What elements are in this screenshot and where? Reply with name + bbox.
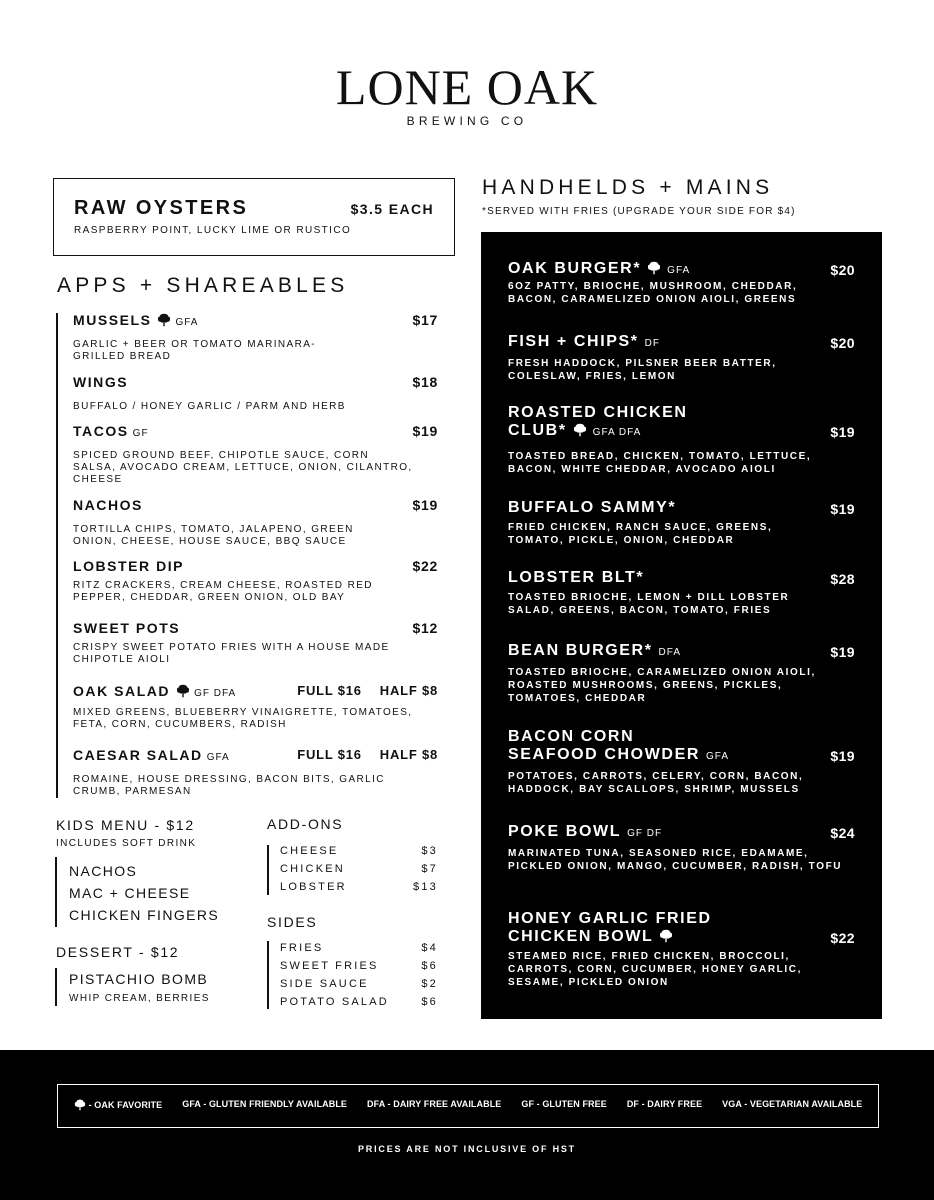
item-name: LOBSTER BLT* <box>508 569 645 586</box>
item-description: ROMAINE, HOUSE DRESSING, BACON BITS, GARLIC CRUMB, PARMESAN <box>73 774 385 797</box>
legend-box <box>57 1084 879 1128</box>
oysters-description: RASPBERRY POINT, LUCKY LIME OR RUSTICO <box>74 225 352 236</box>
oak-favorite-icon <box>157 313 171 327</box>
item-name: FISH + CHIPS* <box>508 333 639 350</box>
item-description: TOASTED BRIOCHE, LEMON + DILL LOBSTER SALAD, GREENS, BACON, TOMATO, FRIES <box>508 592 790 616</box>
oak-favorite-icon <box>573 423 587 437</box>
main-item-oak-burger <box>508 260 855 306</box>
menu-item-nachos <box>73 497 438 548</box>
item-tag: DF <box>644 338 660 349</box>
side-name: FRIES <box>280 942 324 954</box>
item-name: BUFFALO SAMMY* <box>508 499 677 516</box>
menu-item-sweet-pots <box>73 620 438 666</box>
dessert-description: WHIP CREAM, BERRIES <box>69 993 210 1004</box>
side-sweet-fries <box>280 960 438 972</box>
item-description: FRIED CHICKEN, RANCH SAUCE, GREENS, TOMATO, PICKLE, ONION, CHEDDAR <box>508 522 773 546</box>
item-description: POTATOES, CARROTS, CELERY, CORN, BACON, HADDOCK, BAY SCALLOPS, SHRIMP, MUSSELS <box>508 771 804 795</box>
kids-menu-heading: KIDS MENU - $12 <box>56 817 195 833</box>
kids-menu-note: INCLUDES SOFT DRINK <box>56 838 197 849</box>
item-prices <box>297 683 438 698</box>
legend-df: DF - DAIRY FREE <box>626 1099 703 1109</box>
main-item-lobster-blt <box>508 569 855 617</box>
menu-item-caesar-salad <box>73 747 438 798</box>
item-description: TOASTED BRIOCHE, CARAMELIZED ONION AIOLI, ROASTED MUSHROOMS, GREENS, PICKLES, TOMATOES, CHEDDAR <box>508 667 816 704</box>
item-name-line2: SEAFOOD CHOWDER <box>508 746 700 763</box>
apps-heading: APPS + SHAREABLES <box>57 274 349 297</box>
main-item-chicken-club <box>508 404 855 476</box>
tax-note: PRICES ARE NOT INCLUSIVE OF HST <box>358 1144 576 1154</box>
item-price: $22 <box>830 930 855 946</box>
item-name: NACHOS <box>73 497 143 513</box>
half-price: HALF $8 <box>379 747 438 762</box>
item-name-line1: HONEY GARLIC FRIED <box>508 910 712 927</box>
mains-subheading: *SERVED WITH FRIES (UPGRADE YOUR SIDE FOR $4) <box>482 206 796 217</box>
oak-favorite-icon <box>176 684 190 698</box>
side-fries <box>280 942 438 954</box>
item-tag: GFA <box>175 317 199 328</box>
item-price: $24 <box>830 825 855 841</box>
main-item-chicken-bowl <box>508 910 855 989</box>
item-description: TORTILLA CHIPS, TOMATO, JALAPENO, GREEN ONION, CHEESE, HOUSE SAUCE, BBQ SAUCE <box>73 524 354 547</box>
item-prices <box>297 747 438 762</box>
main-item-fish-chips <box>508 333 855 383</box>
item-description: TOASTED BREAD, CHICKEN, TOMATO, LETTUCE, BACON, WHITE CHEDDAR, AVOCADO AIOLI <box>508 451 812 475</box>
kids-item-chicken-fingers: CHICKEN FINGERS <box>69 907 220 923</box>
item-price: $22 <box>412 558 438 574</box>
item-price: $19 <box>412 497 438 513</box>
menu-item-mussels <box>73 312 438 363</box>
oysters-price: $3.5 EACH <box>350 201 434 217</box>
dessert-divider <box>55 968 57 1006</box>
side-name: SWEET FRIES <box>280 960 379 972</box>
item-name-line1: ROASTED CHICKEN <box>508 404 688 421</box>
menu-item-wings <box>73 374 438 413</box>
item-price: $17 <box>412 312 438 328</box>
side-name: SIDE SAUCE <box>280 978 369 990</box>
menu-item-tacos <box>73 423 438 486</box>
item-tag: DFA <box>658 647 681 658</box>
item-tag: GF DF <box>627 828 663 839</box>
menu-item-oak-salad <box>73 683 438 731</box>
main-item-bean-burger <box>508 642 855 705</box>
side-price: $4 <box>421 942 438 954</box>
oak-favorite-icon <box>74 1099 86 1111</box>
item-description: MARINATED TUNA, SEASONED RICE, EDAMAME, PICKLED ONION, MANGO, CUCUMBER, RADISH, TOFU <box>508 848 843 872</box>
side-price: $6 <box>421 996 438 1008</box>
item-price: $20 <box>830 335 855 351</box>
item-name: OAK SALAD <box>73 683 171 699</box>
item-price: $20 <box>830 262 855 278</box>
kids-item-nachos: NACHOS <box>69 863 138 879</box>
mains-heading: HANDHELDS + MAINS <box>482 176 774 199</box>
item-tag: GFA <box>667 265 691 276</box>
side-price: $2 <box>421 978 438 990</box>
mains-panel <box>481 232 882 1019</box>
item-price: $19 <box>830 644 855 660</box>
main-item-buffalo-sammy <box>508 499 855 547</box>
side-potato-salad <box>280 996 438 1008</box>
item-price: $19 <box>830 424 855 440</box>
addons-heading: ADD-ONS <box>267 816 344 832</box>
item-name-line1: BACON CORN <box>508 728 635 745</box>
item-name: POKE BOWL <box>508 823 622 840</box>
item-description: BUFFALO / HONEY GARLIC / PARM AND HERB <box>73 401 346 412</box>
item-name-line2: CHICKEN BOWL <box>508 928 654 945</box>
item-price: $28 <box>830 571 855 587</box>
item-description: FRESH HADDOCK, PILSNER BEER BATTER, COLESLAW, FRIES, LEMON <box>508 358 777 382</box>
side-price: $6 <box>421 960 438 972</box>
item-description: CRISPY SWEET POTATO FRIES WITH A HOUSE MADE CHIPOTLE AIOLI <box>73 642 390 665</box>
full-price: FULL $16 <box>297 683 362 698</box>
legend-oak-favorite <box>74 1099 163 1111</box>
item-description: MIXED GREENS, BLUEBERRY VINAIGRETTE, TOMATOES, FETA, CORN, CUCUMBERS, RADISH <box>73 707 413 730</box>
raw-oysters-box <box>53 178 455 256</box>
oysters-title: RAW OYSTERS <box>74 197 249 219</box>
full-price: FULL $16 <box>297 747 362 762</box>
legend-gf: GF - GLUTEN FREE <box>521 1099 607 1109</box>
item-name: CAESAR SALAD <box>73 747 203 763</box>
addon-price: $13 <box>413 881 438 893</box>
addon-lobster <box>280 881 438 893</box>
item-tag: GFA <box>706 751 730 762</box>
item-price: $19 <box>412 423 438 439</box>
item-name: OAK BURGER* <box>508 260 642 277</box>
brand-title: LONE OAK <box>335 59 599 115</box>
oak-favorite-icon <box>659 929 673 943</box>
item-tag: GF DFA <box>194 688 237 699</box>
side-name: POTATO SALAD <box>280 996 389 1008</box>
item-tag: GFA DFA <box>592 427 642 438</box>
item-price: $19 <box>830 501 855 517</box>
half-price: HALF $8 <box>379 683 438 698</box>
addon-price: $7 <box>421 863 438 875</box>
menu-item-lobster-dip <box>73 558 438 604</box>
item-price: $12 <box>412 620 438 636</box>
dessert-item: PISTACHIO BOMB <box>69 971 209 987</box>
addon-cheese <box>280 845 438 857</box>
item-name: MUSSELS <box>73 312 152 328</box>
brand-subtitle: BREWING CO <box>406 114 528 128</box>
item-description: STEAMED RICE, FRIED CHICKEN, BROCCOLI, CARROTS, CORN, CUCUMBER, HONEY GARLIC, SESAME, PICKLED ONION <box>508 951 802 988</box>
side-sauce <box>280 978 438 990</box>
legend-vga: VGA - VEGETARIAN AVAILABLE <box>722 1099 863 1109</box>
main-item-seafood-chowder <box>508 728 855 796</box>
dessert-heading: DESSERT - $12 <box>56 944 180 960</box>
addon-name: CHEESE <box>280 845 339 857</box>
kids-divider <box>55 857 57 927</box>
item-description: 6OZ PATTY, BRIOCHE, MUSHROOM, CHEDDAR, BACON, CARAMELIZED ONION AIOLI, GREENS <box>508 281 798 305</box>
item-name: BEAN BURGER* <box>508 642 653 659</box>
item-tag: GF <box>132 428 149 439</box>
sides-heading: SIDES <box>267 914 318 930</box>
addon-name: CHICKEN <box>280 863 345 875</box>
addon-price: $3 <box>421 845 438 857</box>
item-name: WINGS <box>73 374 129 390</box>
kids-item-mac-cheese: MAC + CHEESE <box>69 885 191 901</box>
footer <box>0 1050 934 1200</box>
main-item-poke-bowl <box>508 823 855 873</box>
item-description: RITZ CRACKERS, CREAM CHEESE, ROASTED RED PEPPER, CHEDDAR, GREEN ONION, OLD BAY <box>73 580 373 603</box>
item-description: SPICED GROUND BEEF, CHIPOTLE SAUCE, CORN SALSA, AVOCADO CREAM, LETTUCE, ONION, CILANTRO, CHEESE <box>73 450 413 485</box>
item-description: GARLIC + BEER OR TOMATO MARINARA- GRILLED BREAD <box>73 339 316 362</box>
addons-divider <box>267 845 269 895</box>
item-name: LOBSTER DIP <box>73 558 185 574</box>
item-price: $18 <box>412 374 438 390</box>
apps-divider <box>56 313 58 798</box>
oak-favorite-icon <box>647 261 661 275</box>
item-name: TACOS <box>73 423 129 439</box>
item-price: $19 <box>830 748 855 764</box>
addon-chicken <box>280 863 438 875</box>
legend-text: - OAK FAVORITE <box>88 1100 163 1110</box>
addon-name: LOBSTER <box>280 881 347 893</box>
sides-divider <box>267 941 269 1009</box>
legend <box>58 1099 878 1111</box>
item-name-line2: CLUB* <box>508 422 567 439</box>
legend-gfa: GFA - GLUTEN FRIENDLY AVAILABLE <box>182 1099 348 1109</box>
item-name: SWEET POTS <box>73 620 181 636</box>
item-tag: GFA <box>206 752 230 763</box>
legend-dfa: DFA - DAIRY FREE AVAILABLE <box>367 1099 502 1109</box>
